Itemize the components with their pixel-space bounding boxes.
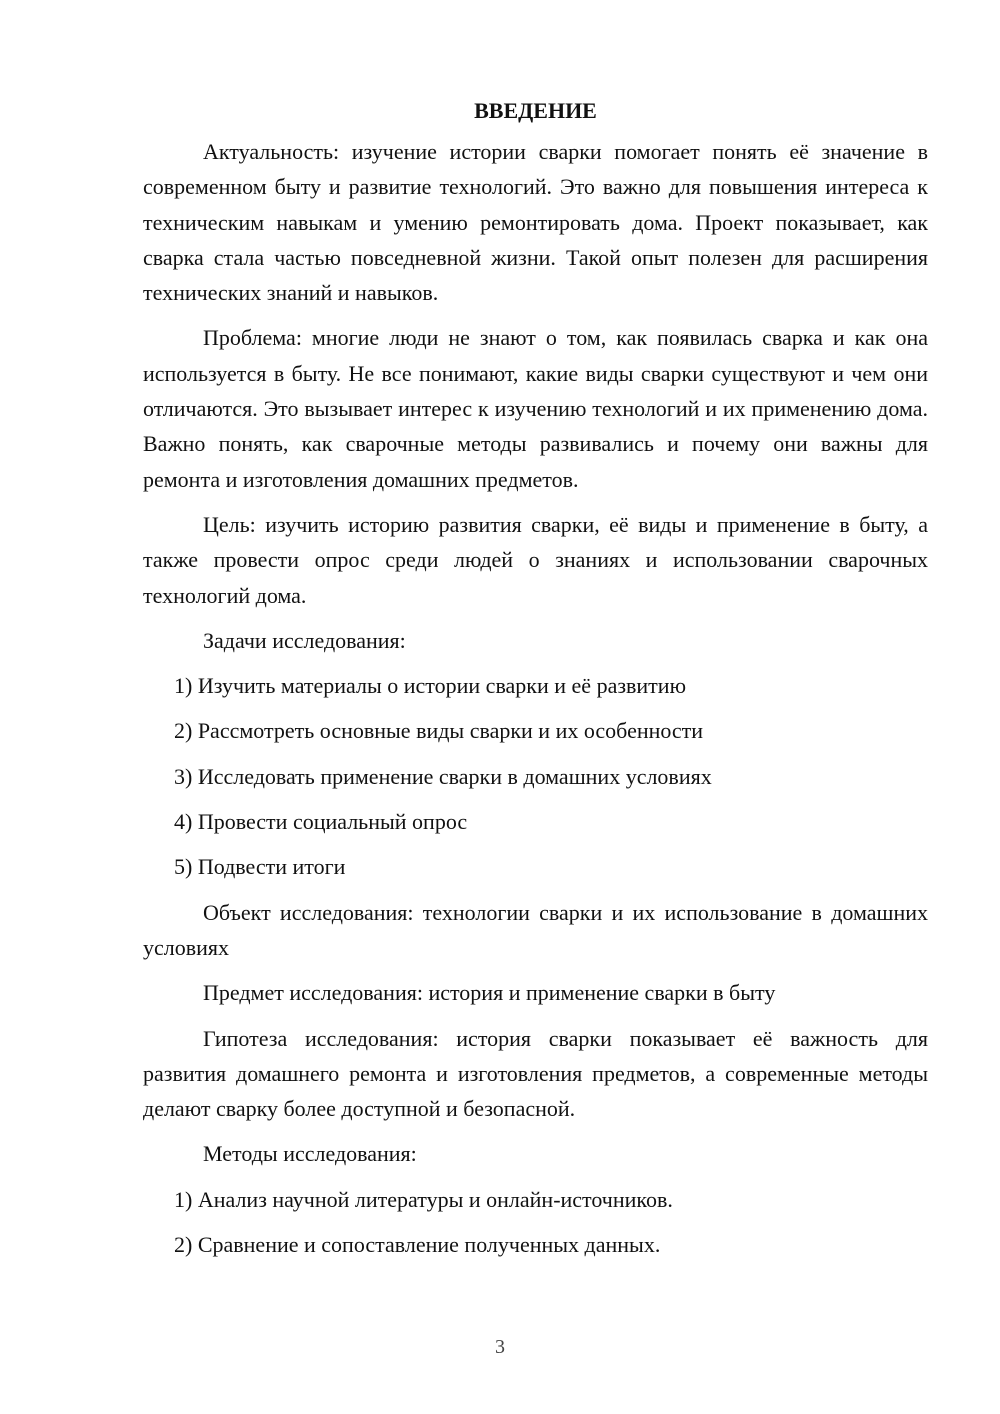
list-item: 2) Рассмотреть основные виды сварки и их особенности bbox=[174, 718, 704, 744]
tasks-list bbox=[143, 668, 928, 884]
list-item: 1) Анализ научной литературы и онлайн-источников. bbox=[174, 1186, 673, 1212]
problem-paragraph: Проблема: многие люди не знают о том, как появилась сварка и как она используется в быту. Не все понимают, какие виды сварки существуют и чем они отличаются. Это вызывает интерес к изучению технологий и их применению дома. Важно понять, как сварочные методы развивались и почему они важны для ремонта и изготовления домашних предметов. bbox=[143, 325, 928, 492]
list-item: 5) Подвести итоги bbox=[174, 854, 346, 880]
relevance-paragraph: Актуальность: изучение истории сварки помогает понять её значение в современном быту и развитие технологий. Это важно для повышения интереса к техническим навыкам и умению ремонтировать дома. Проект показывает, как сварка стала частью повседневной жизни. Такой опыт полезен для расширения технических знаний и навыков. bbox=[143, 139, 928, 306]
list-item: 2) Сравнение и сопоставление полученных данных. bbox=[174, 1232, 661, 1258]
list-item: 3) Исследовать применение сварки в домашних условиях bbox=[174, 763, 712, 789]
section-heading: ВВЕДЕНИЕ bbox=[474, 98, 597, 123]
goal-paragraph: Цель: изучить историю развития сварки, её виды и применение в быту, а также провести опрос среди людей о знаниях и использовании сварочных технологий дома. bbox=[143, 511, 928, 608]
subject-paragraph: Предмет исследования: история и применение сварки в быту bbox=[203, 980, 776, 1006]
methods-list bbox=[143, 1182, 928, 1263]
methods-title: Методы исследования: bbox=[203, 1141, 417, 1167]
object-paragraph: Объект исследования: технологии сварки и их использование в домашних условиях bbox=[143, 899, 928, 960]
page-number: 3 bbox=[495, 1336, 505, 1358]
tasks-title: Задачи исследования: bbox=[203, 627, 406, 653]
hypothesis-paragraph: Гипотеза исследования: история сварки показывает её важность для развития домашнего ремонта и изготовления предметов, а современные методы делают сварку более доступной и безопасной. bbox=[143, 1025, 928, 1122]
document-page bbox=[143, 96, 928, 1272]
list-item: 4) Провести социальный опрос bbox=[174, 809, 468, 835]
list-item: 1) Изучить материалы о истории сварки и её развитию bbox=[174, 673, 687, 699]
